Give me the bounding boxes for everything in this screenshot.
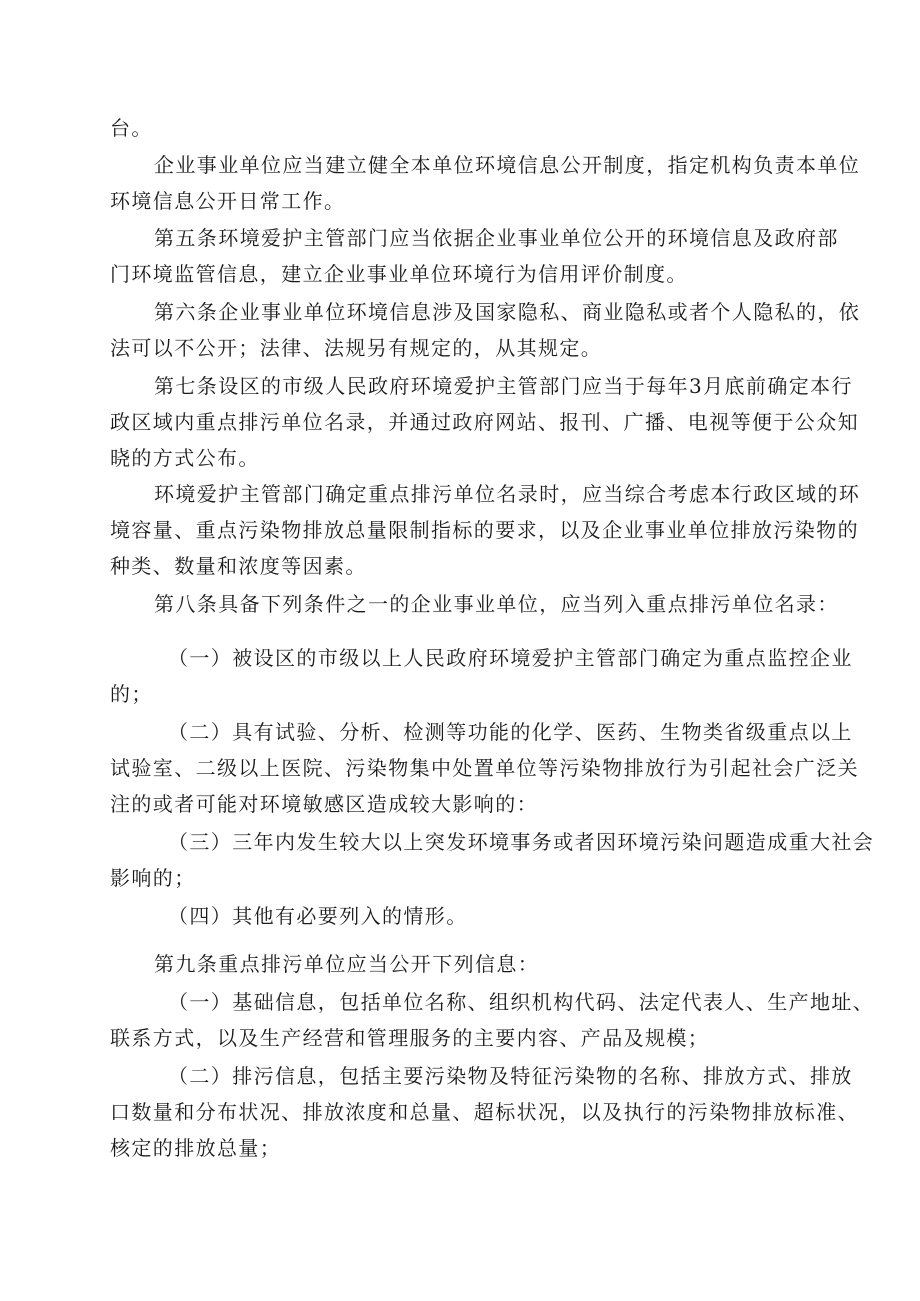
text-line: 第五条环境爱护主管部门应当依据企业事业单位公开的环境信息及政府部 <box>154 226 839 250</box>
paragraph-item-8-1 <box>110 640 853 712</box>
paragraph-article-5 <box>110 220 839 292</box>
text-line: 第八条具备下列条件之一的企业事业单位，应当列入重点排污单位名录： <box>154 592 839 616</box>
text-line: 第七条设区的市级人民政府环境爱护主管部门应当于每年3月底前确定本行 <box>154 374 853 398</box>
text-line: （二）具有试验、分析、检测等功能的化学、医药、生物类省级重点以上 <box>168 720 853 744</box>
text-line: （二）排污信息，包括主要污染物及特征污染物的名称、排放方式、排放 <box>168 1064 853 1088</box>
text-line: 口数量和分布状况、排放浓度和总量、超标状况，以及执行的污染物排放标准、 <box>110 1100 859 1124</box>
text-line: 环境信息公开日常工作。 <box>110 189 346 213</box>
paragraph-article-8 <box>110 586 839 622</box>
text-line: （一）被设区的市级以上人民政府环境爱护主管部门确定为重点监控企业 <box>168 646 853 670</box>
text-line: 第六条企业事业单位环境信息涉及国家隐私、商业隐私或者个人隐私的，依 <box>154 300 861 324</box>
paragraph-disclosure-system <box>110 147 861 219</box>
paragraph-item-8-4 <box>110 898 814 934</box>
text-line: （一）基础信息，包括单位名称、组织机构代码、法定代表人、生产地址、 <box>168 990 875 1014</box>
text-line: 政区域内重点排污单位名录，并通过政府网站、报刊、广播、电视等便于公众知 <box>110 410 859 434</box>
text-line: （四）其他有必要列入的情形。 <box>168 904 468 928</box>
text-line: 企业事业单位应当建立健全本单位环境信息公开制度，指定机构负责本单位 <box>154 153 861 177</box>
text-line: 联系方式，以及生产经营和管理服务的主要内容、产品及规模； <box>110 1026 710 1050</box>
paragraph-item-9-2 <box>110 1058 859 1166</box>
paragraph-article-7 <box>110 368 859 476</box>
text-line: 核定的排放总量； <box>110 1136 282 1160</box>
text-line: 种类、数量和浓度等因素。 <box>110 554 367 578</box>
text-line: 境容量、重点污染物排放总量限制指标的要求，以及企业事业单位排放污染物的 <box>110 518 859 542</box>
paragraph-tai <box>110 110 814 146</box>
text-line: 影响的； <box>110 866 196 890</box>
paragraph-item-8-2 <box>110 714 859 822</box>
text-line: （三）三年内发生较大以上突发环境事务或者因环境污染问题造成重大社会 <box>168 830 875 854</box>
text-line: 试验室、二级以上医院、污染物集中处置单位等污染物排放行为引起社会广泛关 <box>110 756 859 780</box>
text-line: 第九条重点排污单位应当公开下列信息： <box>154 952 540 976</box>
paragraph-list-criteria <box>110 476 861 584</box>
paragraph-article-9 <box>110 946 814 982</box>
paragraph-article-6 <box>110 294 861 366</box>
text-line: 的； <box>110 682 153 706</box>
text-line: 法可以不公开；法律、法规另有规定的，从其规定。 <box>110 336 603 360</box>
text-line: 晓的方式公布。 <box>110 446 260 470</box>
text-line: 环境爱护主管部门确定重点排污单位名录时，应当综合考虑本行政区域的环 <box>154 482 861 506</box>
text-line: 注的或者可能对环境敏感区造成较大影响的： <box>110 792 538 816</box>
text-line: 门环境监管信息，建立企业事业单位环境行为信用评价制度。 <box>110 262 688 286</box>
text-line: 台。 <box>110 116 153 140</box>
paragraph-item-8-3 <box>110 824 875 896</box>
paragraph-item-9-1 <box>110 984 875 1056</box>
